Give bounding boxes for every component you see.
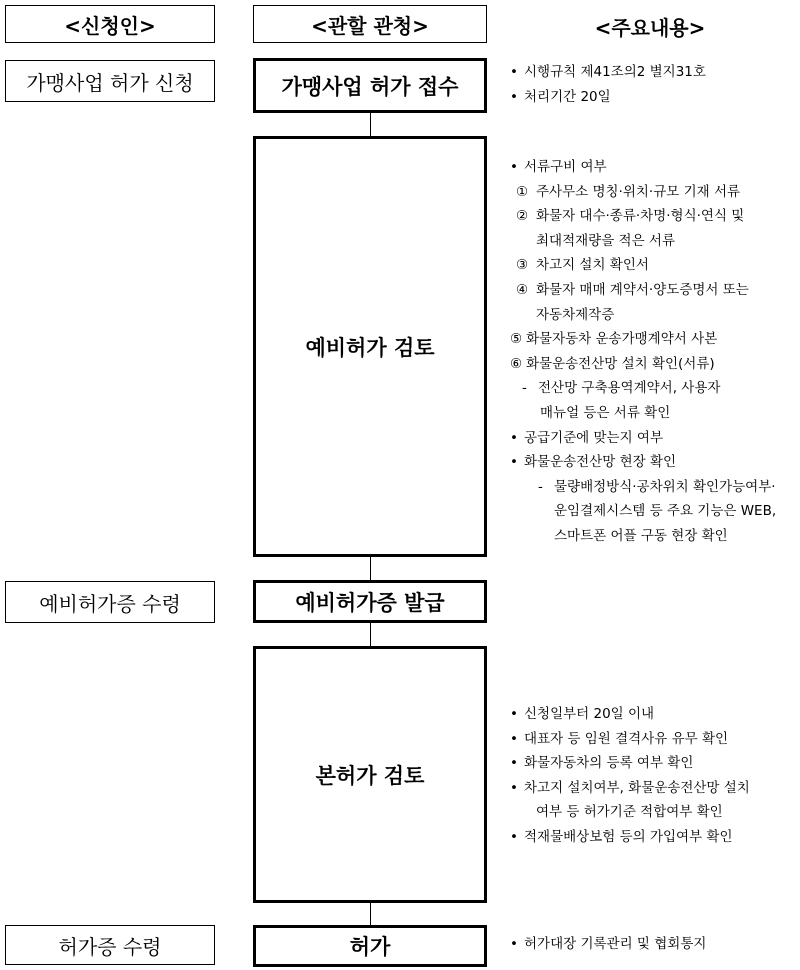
note-text: 자동차제작증 — [536, 306, 615, 323]
notes-permit — [510, 932, 706, 957]
note-text: 화물운송전산망 현장 확인 — [524, 454, 677, 471]
note-text: 화물자동차 운송가맹계약서 사본 — [526, 331, 718, 348]
note-item — [510, 303, 776, 328]
applicant-step-preliminary-permit-receipt: 예비허가증 수령 — [5, 581, 215, 623]
note-number: ⑥ — [510, 355, 523, 372]
note-item — [510, 229, 776, 254]
connector-line — [370, 901, 371, 928]
note-number: ④ — [516, 281, 529, 298]
note-item — [510, 180, 776, 205]
note-item — [510, 524, 776, 549]
note-text: 매뉴얼 등은 서류 확인 — [540, 404, 671, 421]
note-number: ⑤ — [510, 331, 523, 348]
note-item — [510, 204, 776, 229]
note-item — [510, 499, 776, 524]
note-item — [510, 352, 776, 377]
header-main-content: <주요내용> — [594, 16, 706, 40]
note-number: ③ — [516, 257, 529, 274]
note-item — [510, 376, 776, 401]
note-item — [510, 253, 776, 278]
note-text: 화물운송전산망 설치 확인(서류) — [526, 355, 715, 372]
connector-line — [370, 113, 371, 138]
note-item — [510, 751, 750, 776]
note-text: 차고지 설치여부, 화물운송전산망 설치 — [524, 779, 750, 796]
note-text: 차고지 설치 확인서 — [536, 257, 649, 274]
header-applicant: <신청인> — [5, 5, 215, 43]
note-item — [510, 155, 776, 180]
note-item: • 처리기간 20일 — [510, 85, 706, 110]
note-text: 화물자 매매 계약서·양도증명서 또는 — [536, 281, 749, 298]
note-text: 주사무소 명칭·위치·규모 기재 서류 — [536, 183, 741, 200]
note-item — [510, 401, 776, 426]
notes-receipt — [510, 60, 706, 109]
note-item — [510, 825, 750, 850]
note-text: 운임결제시스템 등 주요 기능은 WEB, — [554, 503, 777, 520]
note-text: 여부 등 허가기준 적합여부 확인 — [536, 804, 723, 821]
note-item — [510, 278, 776, 303]
notes-final-review — [510, 702, 750, 850]
note-item — [510, 702, 750, 727]
authority-step-preliminary-permit-issue: 예비허가증 발급 — [253, 580, 487, 623]
connector-line — [370, 555, 371, 583]
note-item — [510, 426, 776, 451]
note-text: 최대적재량을 적은 서류 — [536, 232, 675, 249]
note-item — [510, 327, 776, 352]
note-text: 적재물배상보험 등의 가입여부 확인 — [524, 828, 733, 845]
authority-step-final-review: 본허가 검토 — [253, 646, 487, 903]
note-text: 서류구비 여부 — [524, 159, 607, 175]
notes-preliminary-review — [510, 155, 776, 549]
note-text: 공급기준에 맞는지 여부 — [524, 429, 663, 446]
note-item — [510, 475, 776, 500]
note-item: • 허가대장 기록관리 및 협회통지 — [510, 932, 706, 957]
connector-line — [370, 621, 371, 648]
note-item — [510, 727, 750, 752]
note-text: 화물자동차의 등록 여부 확인 — [524, 755, 694, 772]
authority-step-receipt: 가맹사업 허가 접수 — [253, 58, 487, 113]
note-number: ② — [516, 208, 529, 225]
note-text: 스마트폰 어플 구동 현장 확인 — [554, 527, 728, 544]
authority-step-permit: 허가 — [253, 925, 487, 967]
header-authority: <관할 관청> — [253, 5, 487, 43]
note-text: 신청일부터 20일 이내 — [524, 706, 655, 722]
note-text: 물량배정방식·공차위치 확인가능여부· — [554, 478, 776, 495]
note-text: 화물자 대수·종류·차명·형식·연식 및 — [536, 208, 745, 225]
note-number: ① — [516, 183, 529, 200]
note-item — [510, 776, 750, 801]
note-item — [510, 800, 750, 825]
note-text: 대표자 등 임원 결격사유 유무 확인 — [524, 730, 729, 747]
note-item: • 시행규칙 제41조의2 별지31호 — [510, 60, 706, 85]
applicant-step-permit-receipt: 허가증 수령 — [5, 925, 215, 965]
authority-step-preliminary-review: 예비허가 검토 — [253, 136, 487, 557]
applicant-step-application: 가맹사업 허가 신청 — [5, 60, 215, 102]
note-text: 전산망 구축용역계약서, 사용자 — [538, 380, 721, 397]
note-item — [510, 450, 776, 475]
